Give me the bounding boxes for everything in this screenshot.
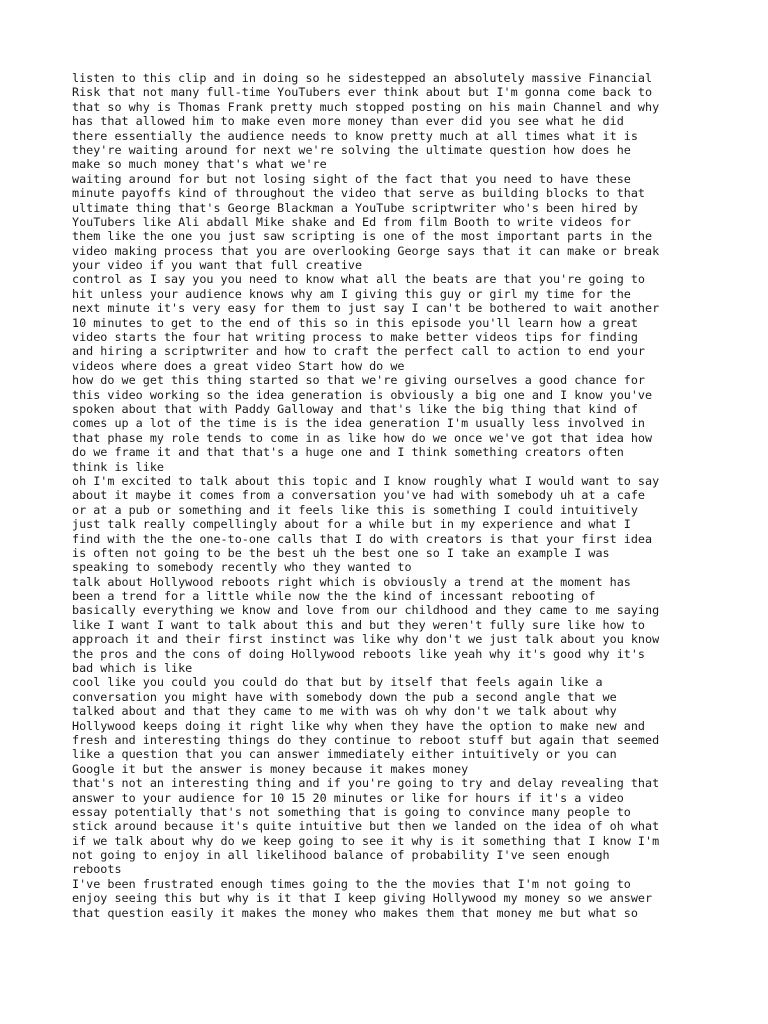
- transcript-line: has that allowed him to make even more money than ever did you see what he did: [72, 114, 624, 129]
- transcript-line: next minute it's very easy for them to just say I can't be bothered to wait another: [72, 301, 660, 316]
- transcript-line: like I want I want to talk about this and but they weren't fully sure like how to: [72, 617, 646, 632]
- transcript-line: reboots: [72, 862, 122, 877]
- transcript-line: or at a pub or something and it feels like this is something I could intuitively: [72, 502, 638, 517]
- transcript-line: fresh and interesting things do they continue to reboot stuff but again that seemed: [72, 732, 660, 747]
- transcript-line: that's not an interesting thing and if you're going to try and delay revealing that: [72, 776, 660, 791]
- transcript-line: make so much money that's what we're: [72, 157, 327, 172]
- transcript-line: them like the one you just saw scripting is one of the most important parts in the: [72, 229, 653, 244]
- transcript-line: and hiring a scriptwriter and how to craft the perfect call to action to end your: [72, 344, 646, 359]
- transcript-line: there essentially the audience needs to know pretty much at all times what it is: [72, 128, 638, 143]
- transcript-line: control as I say you you need to know what all the beats are that you're going to: [72, 272, 646, 287]
- transcript-line: your video if you want that full creative: [72, 258, 363, 273]
- transcript-line: spoken about that with Paddy Galloway and that's like the big thing that kind of: [72, 401, 638, 416]
- transcript-line: videos where does a great video Start how do we: [72, 358, 405, 373]
- transcript-line: bad which is like: [72, 661, 193, 676]
- transcript-line: Google it but the answer is money because it makes money: [72, 761, 469, 776]
- transcript-line: comes up a lot of the time is is the idea generation I'm usually less involved in: [72, 416, 646, 431]
- transcript-line: that phase my role tends to come in as like how do we once we've got that idea how: [72, 430, 653, 445]
- transcript-line: minute payoffs kind of throughout the video that serve as building blocks to that: [72, 186, 646, 201]
- transcript-line: about it maybe it comes from a conversation you've had with somebody uh at a cafe: [72, 488, 646, 503]
- transcript-line: talk about Hollywood reboots right which is obviously a trend at the moment has: [72, 574, 631, 589]
- transcript-line: been a trend for a little while now the the kind of incessant rebooting of: [72, 589, 596, 604]
- transcript-line: answer to your audience for 10 15 20 minutes or like for hours if it's a video: [72, 790, 624, 805]
- transcript-line: this video working so the idea generation is obviously a big one and I know you've: [72, 387, 653, 402]
- transcript-line: Risk that not many full-time YouTubers ever think about but I'm gonna come back to: [72, 85, 653, 100]
- transcript-line: that so why is Thomas Frank pretty much stopped posting on his main Channel and why: [72, 99, 660, 114]
- transcript-line: think is like: [72, 459, 164, 474]
- transcript-line: speaking to somebody recently who they wanted to: [72, 560, 412, 575]
- transcript-line: oh I'm excited to talk about this topic and I know roughly what I would want to say: [72, 473, 660, 488]
- transcript-line: just talk really compellingly about for a while but in my experience and what I: [72, 517, 631, 532]
- transcript-line: do we frame it and that that's a huge one and I think something creators often: [72, 445, 624, 460]
- transcript-line: listen to this clip and in doing so he sidestepped an absolutely massive Financial: [72, 71, 653, 85]
- transcript-text: [72, 71, 712, 920]
- transcript-line: ultimate thing that's George Blackman a YouTube scriptwriter who's been hired by: [72, 200, 638, 215]
- transcript-line: waiting around for but not losing sight of the fact that you need to have these: [72, 171, 631, 186]
- transcript-line: essay potentially that's not something that is going to convince many people to: [72, 804, 631, 819]
- transcript-line: like a question that you can answer immediately either intuitively or you can: [72, 747, 617, 762]
- transcript-line: video making process that you are overlooking George says that it can make or break: [72, 243, 660, 258]
- transcript-line: the pros and the cons of doing Hollywood reboots like yeah why it's good why it's: [72, 646, 646, 661]
- transcript-line: find with the the one-to-one calls that I do with creators is that your first idea: [72, 531, 653, 546]
- transcript-line: if we talk about why do we keep going to see it why is it something that I know I'm: [72, 833, 660, 848]
- transcript-line: approach it and their first instinct was like why don't we just talk about you know: [72, 632, 660, 647]
- transcript-line: that question easily it makes the money who makes them that money me but what so: [72, 905, 638, 920]
- transcript-line: basically everything we know and love from our childhood and they came to me saying: [72, 603, 660, 618]
- transcript-line: is often not going to be the best uh the best one so I take an example I was: [72, 545, 610, 560]
- transcript-line: YouTubers like Ali abdall Mike shake and Ed from film Booth to write videos for: [72, 214, 631, 229]
- transcript-line: video starts the four hat writing process to make better videos tips for finding: [72, 330, 638, 345]
- transcript-line: how do we get this thing started so that we're giving ourselves a good chance for: [72, 373, 646, 388]
- transcript-line: 10 minutes to get to the end of this so in this episode you'll learn how a great: [72, 315, 638, 330]
- transcript-line: enjoy seeing this but why is it that I keep giving Hollywood my money so we answer: [72, 891, 653, 906]
- transcript-line: talked about and that they came to me with was oh why don't we talk about why: [72, 704, 617, 719]
- transcript-line: I've been frustrated enough times going to the the movies that I'm not going to: [72, 876, 631, 891]
- transcript-line: hit unless your audience knows why am I giving this guy or girl my time for the: [72, 286, 631, 301]
- transcript-line: cool like you could you could do that but by itself that feels again like a: [72, 675, 603, 690]
- transcript-line: they're waiting around for next we're solving the ultimate question how does he: [72, 142, 631, 157]
- transcript-line: Hollywood keeps doing it right like why when they have the option to make new and: [72, 718, 646, 733]
- transcript-line: stick around because it's quite intuitive but then we landed on the idea of oh what: [72, 819, 660, 834]
- transcript-line: not going to enjoy in all likelihood balance of probability I've seen enough: [72, 848, 610, 863]
- transcript-line: conversation you might have with somebody down the pub a second angle that we: [72, 689, 617, 704]
